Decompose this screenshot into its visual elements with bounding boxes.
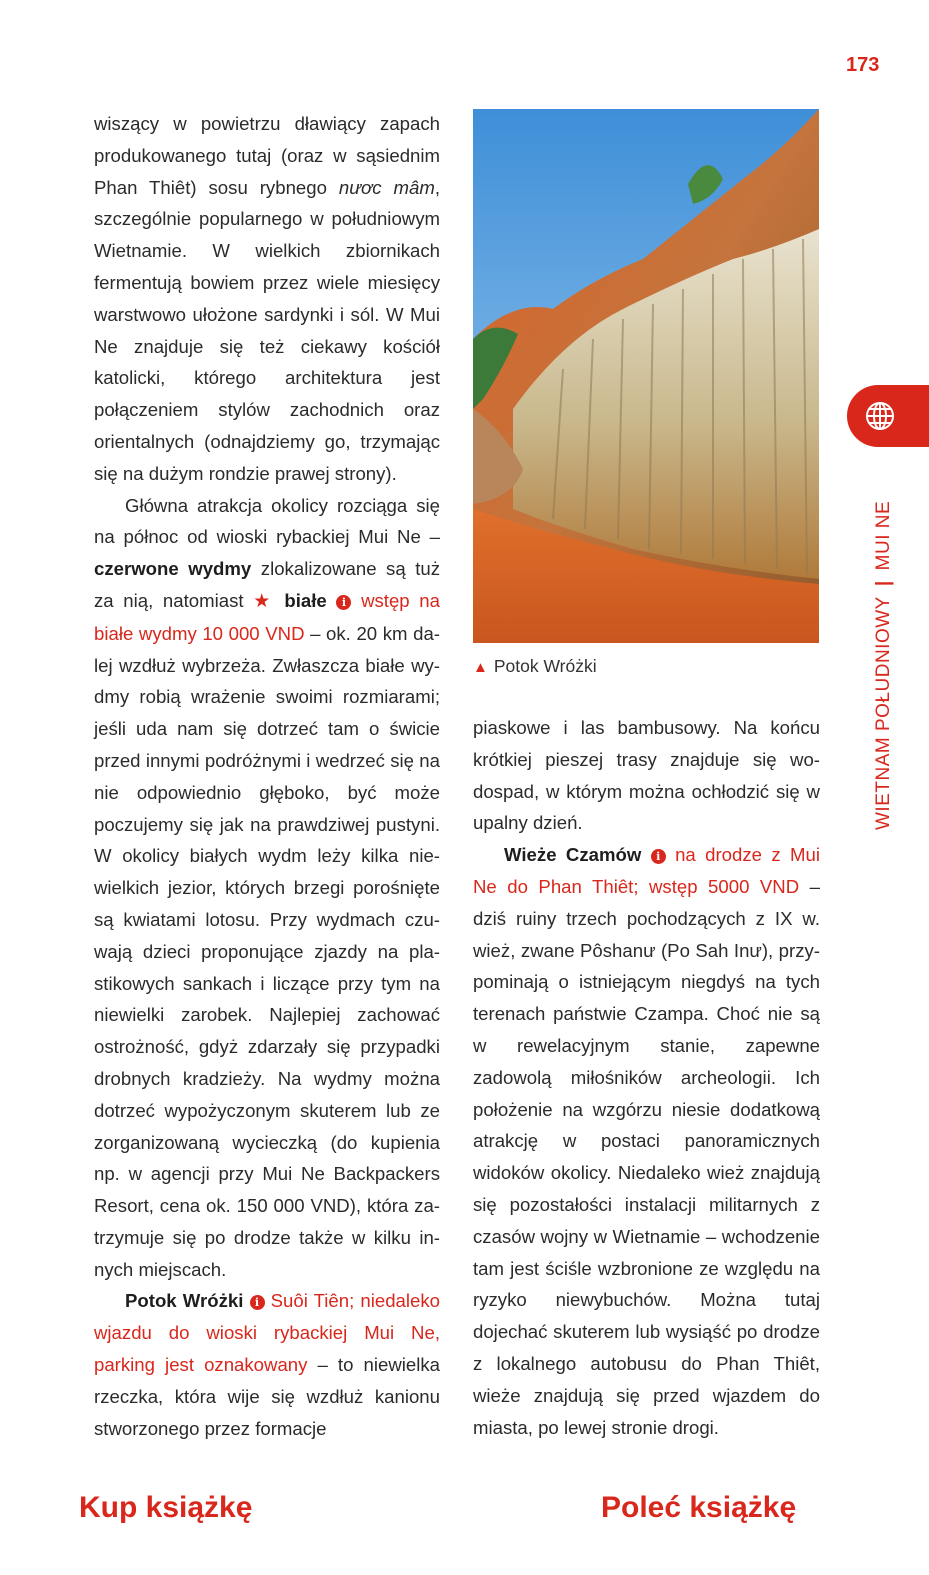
info-icon: i bbox=[250, 1295, 265, 1310]
section-label: MUI NE bbox=[873, 500, 894, 571]
paragraph-fairy-stream: Potok Wróżki i Suôi Tiên; niedaleko wjazdu do wioski rybackiej Mui Ne, parking jest oznakowany – to niewielka rzeczka, która wije się wzdłuż kanionu stworzonego przez formacje bbox=[94, 1290, 441, 1439]
buy-book-link[interactable]: Kup książkę bbox=[79, 1491, 253, 1524]
white-dunes-heading: białe bbox=[284, 589, 327, 611]
page-number: 173 bbox=[846, 54, 880, 76]
photo-caption: ▲ Potok Wróżki bbox=[473, 656, 597, 676]
chapter-tab bbox=[847, 385, 929, 447]
header-separator: | bbox=[873, 580, 894, 587]
info-icon: i bbox=[336, 595, 351, 610]
triangle-icon: ▲ bbox=[473, 659, 488, 676]
paragraph-dunes: Główna atrakcja okolicy rozciąga się na północ od wioski rybackiej Mui Ne – czerwone wydmy zlokalizowane są tuż za nią, natomiast ★ białe i wstęp na białe wydmy 10 000 VND – ok. 20 km dalej wzdłuż wybrzeża. Zwłaszcza białe wydmy robią wrażenie swoimi rozmiarami; jeśli uda nam się dotrzeć tam o świcie przed innymi podróżnymi i wedrzeć się na nie odpowiednio głęboko, być może poczujemy się jak na prawdziwej pustyni. W okolicy białych wydm leży kilka niewielkich jezior, których brzegi porośnięte są kwiatami lotosu. Przy wydmach czuwają dzieci proponujące zjazdy na plastikowych sankach i liczące przy tym na niewielki zarobek. Najlepiej zachować ostrożność, gdyż zdarzały się przypadki drobnych kradzieży. Na wydmy można dotrzeć wypożyczonym skuterem lub ze zorganizowaną wycieczką (do kupienia np. w agencji przy Mui Ne Backpackers Resort, cena ok. 150 000 VND), która zatrzymuje się po drodze także w kilku innych miejscach. bbox=[94, 494, 440, 1280]
right-column bbox=[473, 712, 820, 1443]
fairy-stream-photo bbox=[473, 109, 819, 643]
fairy-stream-heading: Potok Wróżki bbox=[125, 1290, 244, 1312]
star-icon: ★ bbox=[253, 590, 275, 612]
region-label: WIETNAM POŁUDNIOWY bbox=[873, 596, 894, 830]
paragraph-cham-towers: Wieże Czamów i na drodze z Mui Ne do Phan Thiêt; wstęp 5000 VND – dziś ruiny trzech pochodzących z IX w. wież, zwane Pôshanư (Po Sah Inư), przypominają o istniejącym niegdyś na tych terenach państwie Czampa. Choć nie są w rewelacyjnym stanie, zapewne zadowolą miłośników archeologii. Ich położenie na wzgórzu niesie dodatkową atrakcję w postaci panoramicznych widoków okolicy. Niedaleko wież znajdują się pozostałości instalacji militarnych z czasów wojny w Wietnamie – wchodzenie tam jest ściśle wzbronione ze względu na ryzyko niewybuchów. Można tutaj dojechać skuterem lub wysiąść po drodze z lokalnego autobusu do Phan Thiêt, wieże znajdują się przed wjazdem do miasta, po lewej stronie drogi. bbox=[473, 844, 821, 1438]
paragraph: piaskowe i las bambusowy. Na końcu krótkiej pieszej trasy znajduje się wodospad, w którym można ochłodzić się w upalny dzień. bbox=[473, 717, 820, 834]
cham-towers-info: na drodze z Mui Ne do Phan Thiêt; wstęp 5000 VND bbox=[473, 844, 820, 897]
globe-icon bbox=[864, 400, 896, 432]
white-dunes-info: wstęp na białe wydmy 10 000 VND bbox=[94, 589, 440, 644]
fairy-stream-info: Suôi Tiên; niedaleko wjazdu do wioski rybackiej Mui Ne, parking jest oznakowany bbox=[94, 1290, 441, 1376]
left-column bbox=[94, 108, 440, 1444]
recommend-book-link[interactable]: Poleć książkę bbox=[601, 1491, 797, 1524]
paragraph: wiszący w powietrzu dławiący zapach produkowanego tutaj (oraz w sąsiednim Phan Thiêt) sosu rybnego nươc mâm, szczególnie popularnego w południowym Wietnamie. W wielkich zbiornikach fermentują bowiem przez wiele miesięcy warstwowo ułożone sardynki i sól. W Mui Ne znajduje się też ciekawy kościół katolicki, którego architektura jest połączeniem stylów zachodnich oraz orientalnych (odnajdziemy go, trzymając się na dużym rondzie prawej strony). bbox=[94, 113, 440, 484]
cham-towers-heading: Wieże Czamów bbox=[504, 844, 642, 866]
info-icon: i bbox=[651, 849, 666, 864]
red-dunes-heading: czerwone wydmy bbox=[94, 558, 252, 580]
